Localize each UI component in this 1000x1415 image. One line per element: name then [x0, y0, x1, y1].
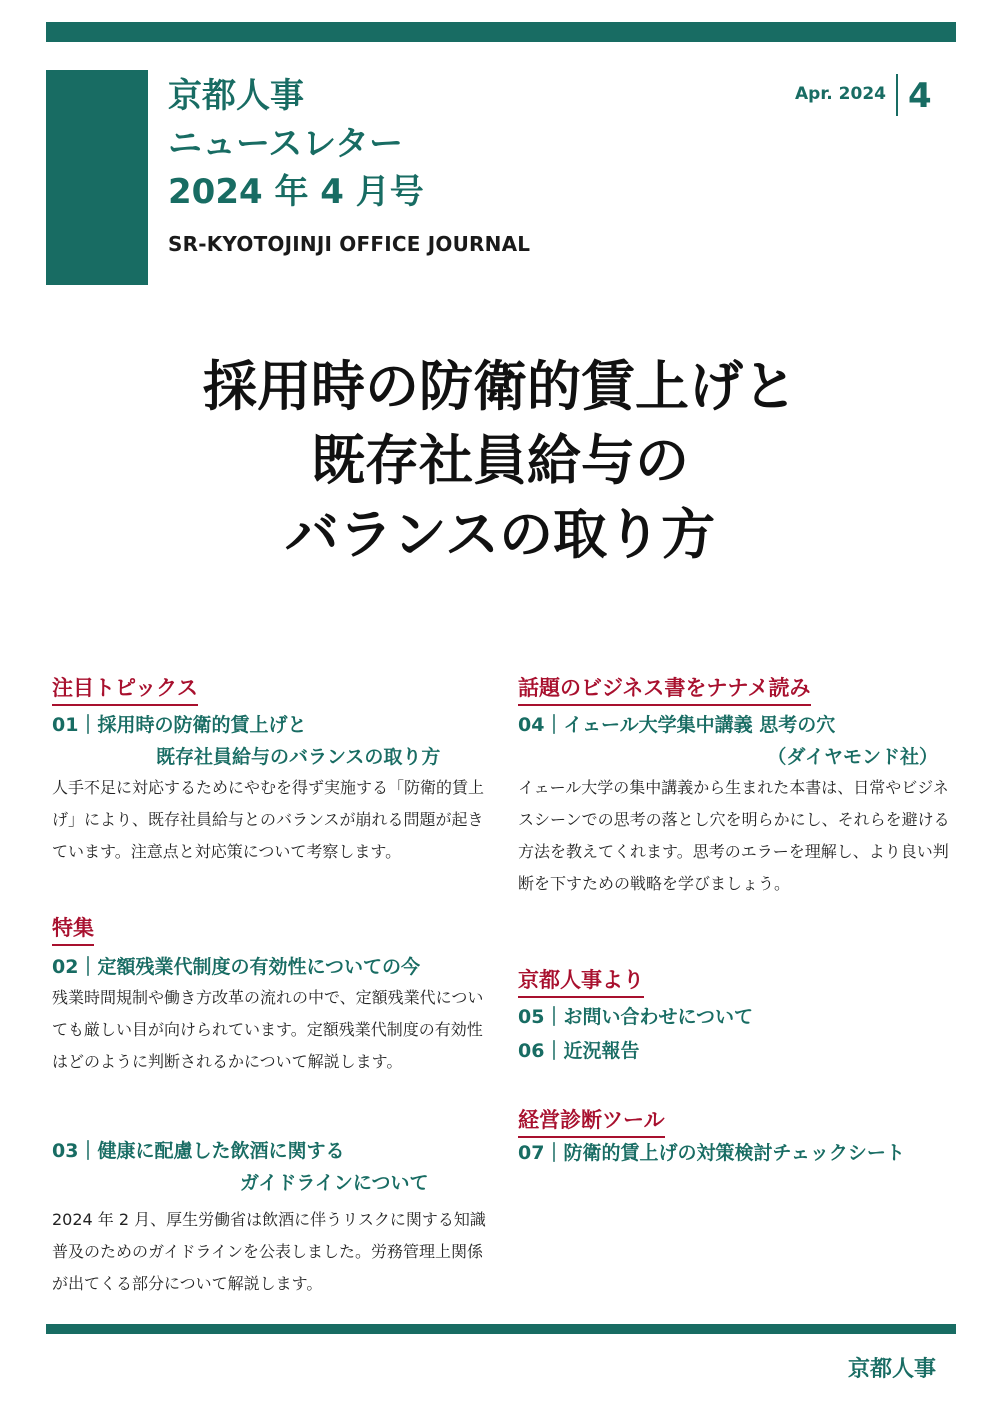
item-07-line[interactable]: 07｜防衛的賃上げの対策検討チェックシート [518, 1142, 905, 1164]
journal-subtitle: SR-KYOTOJINJI OFFICE JOURNAL [168, 232, 531, 256]
item-02-body: 残業時間規制や働き方改革の流れの中で、定額残業代についても厳しい目が向けられています。定額残業代制度の有効性はどのように判断されるかについて解説します。 [52, 988, 484, 1071]
section-office [518, 964, 644, 998]
headline-line-2: 既存社員給与の [311, 429, 689, 492]
section-heading-feature: 特集 [52, 912, 94, 946]
item-02-line[interactable]: 02｜定額残業代制度の有効性についての今 [52, 956, 421, 978]
issue-date: Apr. 2024 [795, 84, 886, 104]
item-03-line-2[interactable]: ガイドラインについて [240, 1172, 429, 1194]
item-04-line-2[interactable]: （ダイヤモンド社） [767, 746, 938, 768]
headline-line-1: 採用時の防衛的賃上げと [203, 355, 797, 418]
footer-brand: 京都人事 [847, 1357, 936, 1382]
section-books [518, 672, 811, 706]
side-color-block [46, 70, 148, 285]
title-line-3: 2024 年 4 月号 [168, 172, 424, 212]
section-heading-books: 話題のビジネス書をナナメ読み [518, 672, 811, 706]
item-03-line-1[interactable]: 03｜健康に配慮した飲酒に関する [52, 1140, 345, 1162]
issue-divider [896, 74, 898, 116]
item-04-body: イェール大学の集中講義から生まれた本書は、日常やビジネスシーンでの思考の落とし穴を明らかにし、それらを避ける方法を教えてくれます。思考のエラーを理解し、より良い判断を下すための戦略を学びましょう。 [518, 778, 950, 893]
bottom-bar [46, 1324, 956, 1334]
section-heading-office: 京都人事より [518, 964, 644, 998]
item-03-body: 2024 年 2 月、厚生労働省は飲酒に伴うリスクに関する知識普及のためのガイドラインを公表しました。労務管理上関係が出てくる部分について解説します。 [52, 1210, 486, 1293]
newsletter-title [168, 72, 424, 216]
item-05-line[interactable]: 05｜お問い合わせについて [518, 1006, 754, 1028]
issue-number: 4 [908, 76, 932, 116]
top-bar [46, 22, 956, 42]
section-heading-tools: 経営診断ツール [518, 1104, 665, 1138]
section-topics [52, 672, 198, 706]
title-line-2: ニュースレター [168, 124, 403, 164]
item-01-body: 人手不足に対応するためにやむを得ず実施する「防衛的賃上げ」により、既存社員給与とのバランスが崩れる問題が起きています。注意点と対応策について考察します。 [52, 778, 485, 861]
title-line-1: 京都人事 [168, 76, 304, 116]
section-heading-topics: 注目トピックス [52, 672, 198, 706]
item-01-line-1[interactable]: 01｜採用時の防衛的賃上げと [52, 714, 307, 736]
item-06-line[interactable]: 06｜近況報告 [518, 1040, 640, 1062]
main-headline [0, 350, 1000, 572]
section-feature [52, 912, 94, 946]
item-01-line-2[interactable]: 既存社員給与のバランスの取り方 [156, 746, 441, 768]
item-04-line-1[interactable]: 04｜イェール大学集中講義 思考の穴 [518, 714, 836, 736]
headline-line-3: バランスの取り方 [284, 503, 716, 566]
section-tools [518, 1104, 665, 1138]
